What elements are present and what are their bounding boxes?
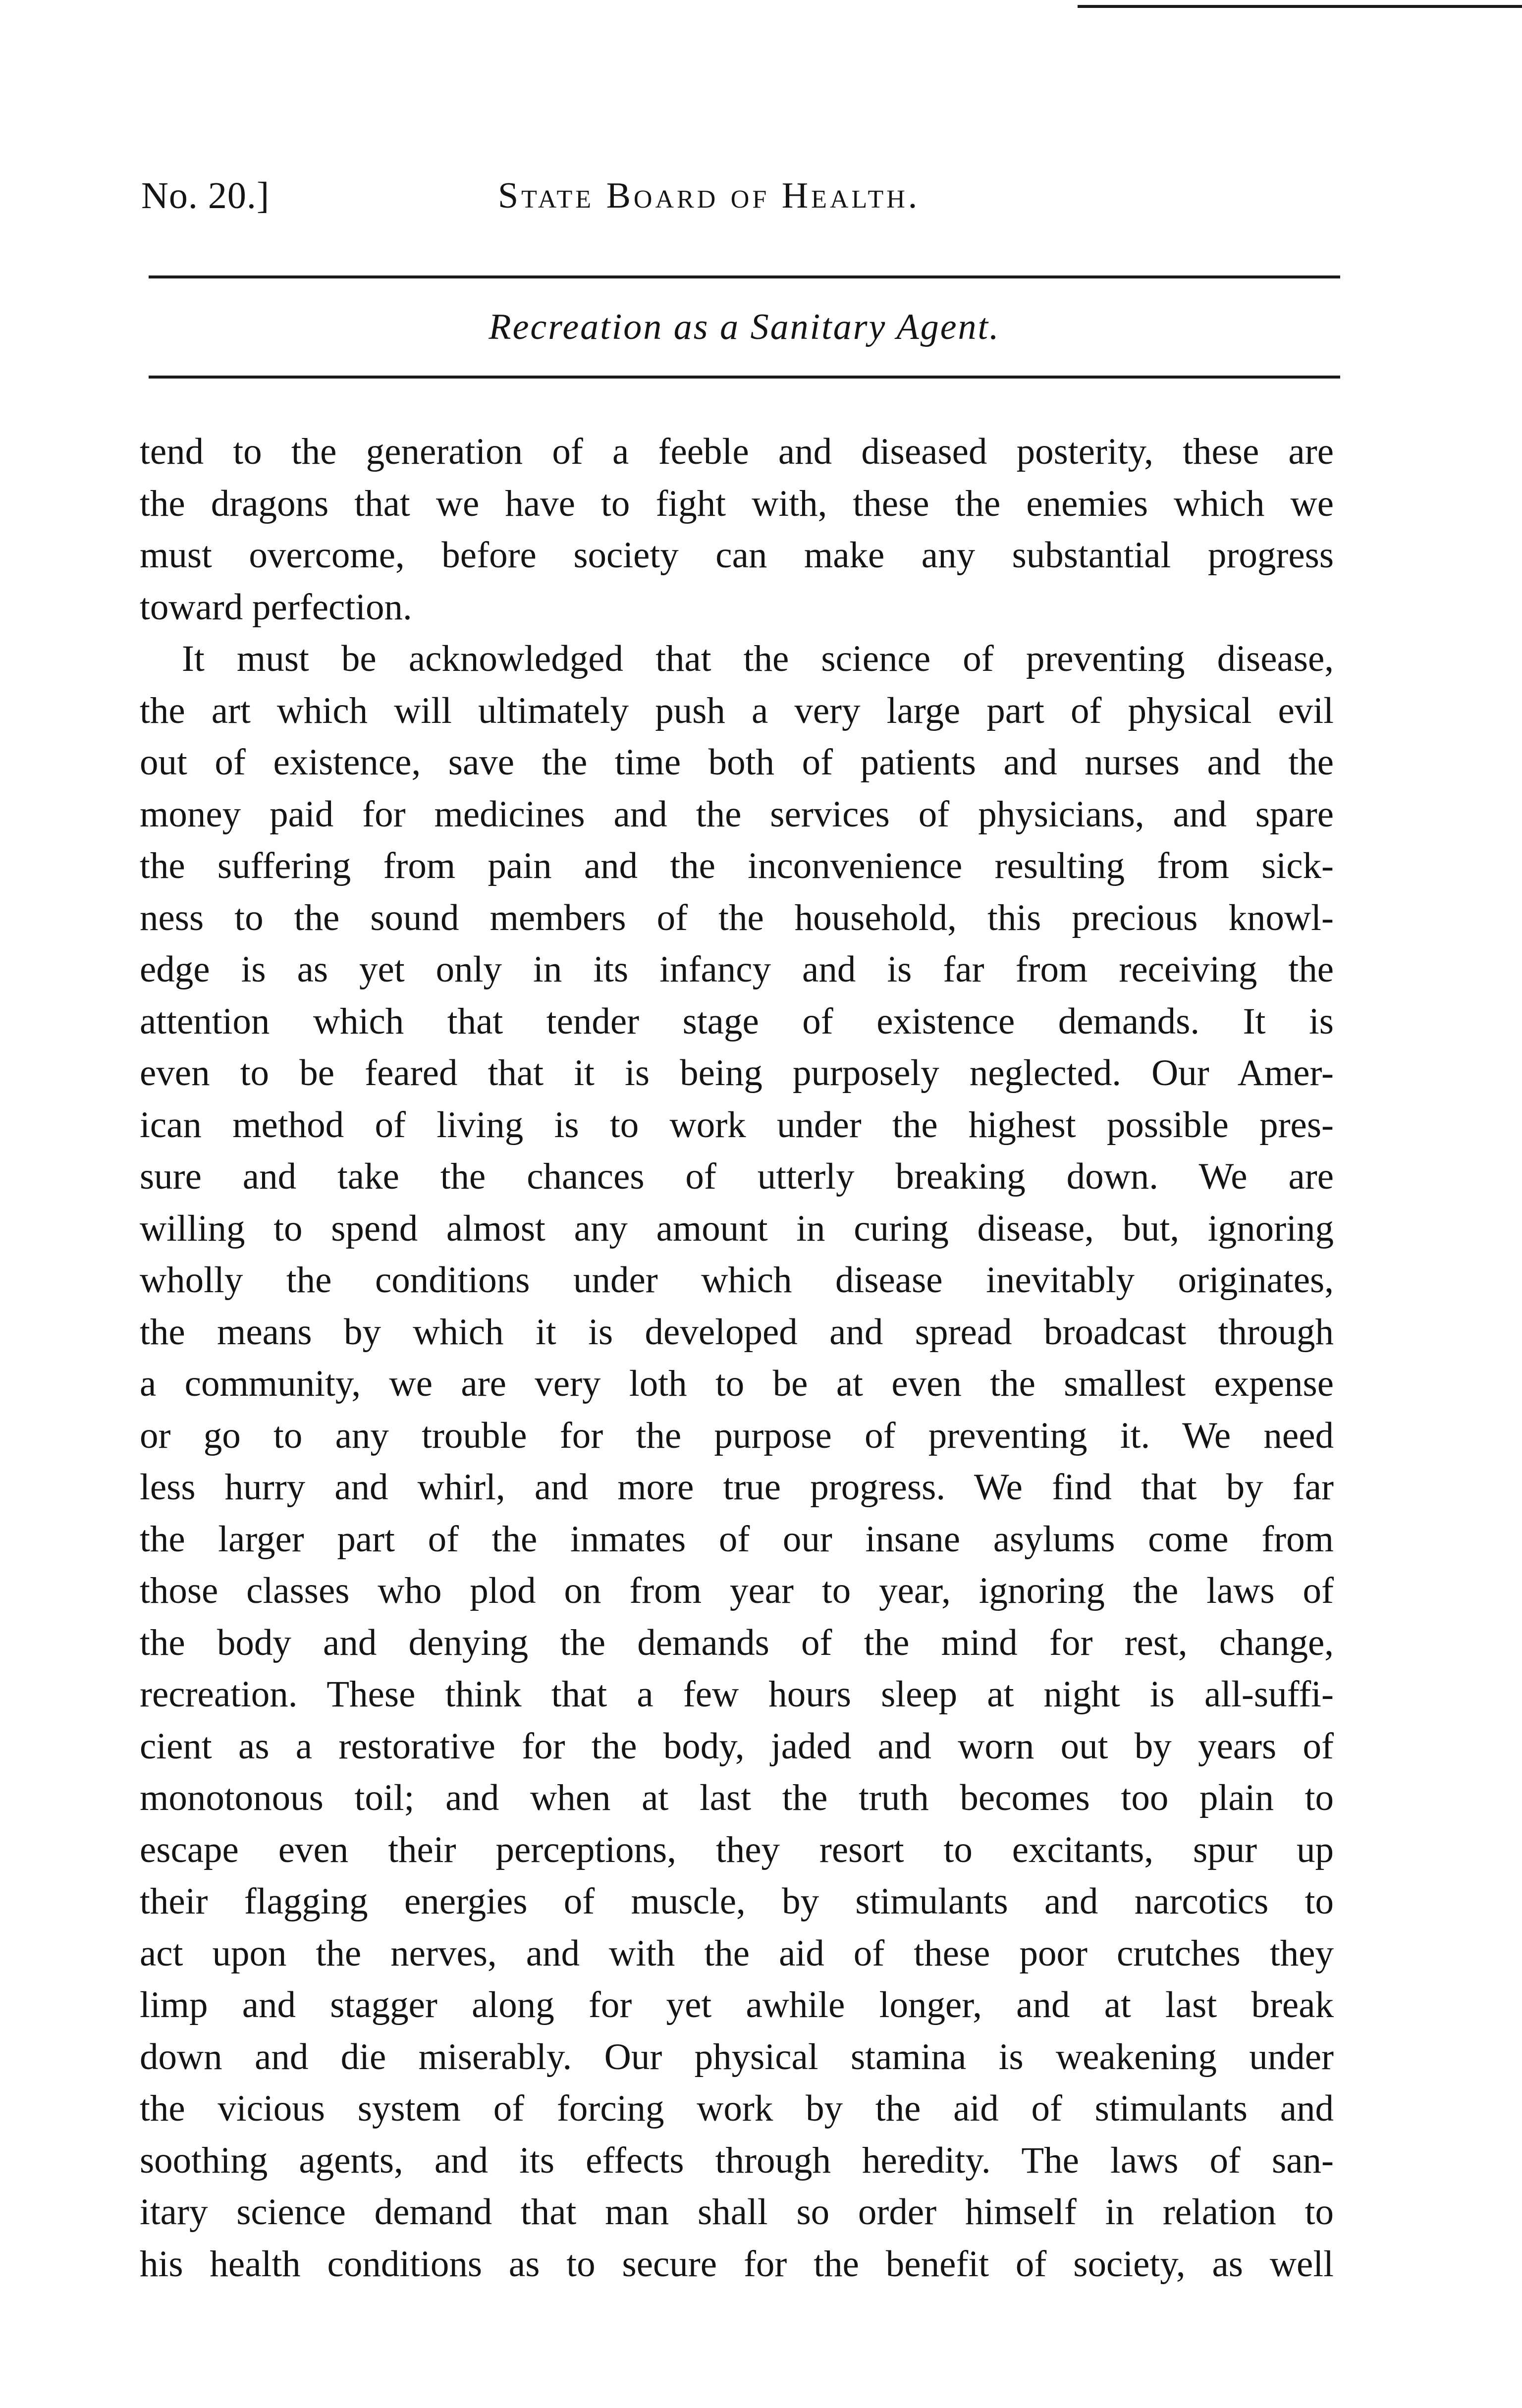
text-line: escape even their perceptions, they resort to excitants, spur up [140,1829,1334,1870]
page-edge-rule [1078,5,1522,8]
text-line: less hurry and whirl, and more true progress. We find that by far [140,1467,1334,1508]
text-line: his health conditions as to secure for the benefit of society, as well [140,2243,1334,2285]
text-line: itary science demand that man shall so order himself in relation to [140,2191,1334,2233]
text-line: out of existence, save the time both of patients and nurses and the [140,742,1334,783]
text-line: a community, we are very loth to be at even the smallest expense [140,1363,1334,1404]
header-rule-bottom [149,376,1340,379]
section-title: Recreation as a Sanitary Agent. [489,307,1000,347]
text-line: the larger part of the inmates of our insane asylums come from [140,1518,1334,1560]
text-line: the means by which it is developed and spread broadcast through [140,1311,1334,1353]
text-line: act upon the nerves, and with the aid of these poor crutches they [140,1932,1334,1974]
text-line: cient as a restorative for the body, jaded and worn out by years of [140,1725,1334,1767]
text-line: must overcome, before society can make any substantial progress [140,535,1334,576]
paragraph [140,426,1334,633]
text-line: the vicious system of forcing work by the aid of stimulants and [140,2088,1334,2129]
text-line: willing to spend almost any amount in curing disease, but, ignoring [140,1207,1334,1249]
text-line: recreation. These think that a few hours sleep at night is all-suffi- [140,1674,1334,1715]
paragraph [140,633,1334,2290]
text-line: attention which that tender stage of existence demands. It is [140,1000,1334,1042]
document-number: No. 20.] [141,175,270,217]
text-line: tend to the generation of a feeble and diseased posterity, these are [140,431,1334,472]
text-line: the body and denying the demands of the mind for rest, change, [140,1622,1334,1663]
text-line: toward perfection. [140,586,412,628]
text-line: even to be feared that it is being purposely neglected. Our Amer- [140,1052,1334,1094]
running-head [141,168,1350,223]
text-line: sure and take the chances of utterly breaking down. We are [140,1156,1334,1197]
text-line: soothing agents, and its effects through heredity. The laws of san- [140,2139,1334,2181]
text-line: those classes who plod on from year to year, ignoring the laws of [140,1570,1334,1611]
body-text [140,426,1334,2290]
text-line: or go to any trouble for the purpose of preventing it. We need [140,1415,1334,1456]
text-line: the dragons that we have to fight with, these the enemies which we [140,483,1334,524]
text-line: the suffering from pain and the inconvenience resulting from sick- [140,845,1334,886]
text-line: limp and stagger along for yet awhile longer, and at last break [140,1984,1334,2025]
text-line: down and die miserably. Our physical stamina is weakening under [140,2036,1334,2078]
header-rule-top [149,275,1340,278]
text-line: their flagging energies of muscle, by stimulants and narcotics to [140,1881,1334,1922]
text-line: ican method of living is to work under the highest possible pres- [140,1104,1334,1146]
text-line: It must be acknowledged that the science of preventing disease, [182,638,1334,679]
text-line: the art which will ultimately push a very large part of physical evil [140,690,1334,731]
text-line: ness to the sound members of the household, this precious knowl- [140,897,1334,938]
running-title: State Board of Health. [498,175,921,216]
text-line: wholly the conditions under which disease inevitably originates, [140,1259,1334,1301]
text-line: edge is as yet only in its infancy and is far from receiving the [140,949,1334,990]
text-line: money paid for medicines and the services of physicians, and spare [140,793,1334,835]
text-line: monotonous toil; and when at last the truth becomes too plain to [140,1777,1334,1818]
